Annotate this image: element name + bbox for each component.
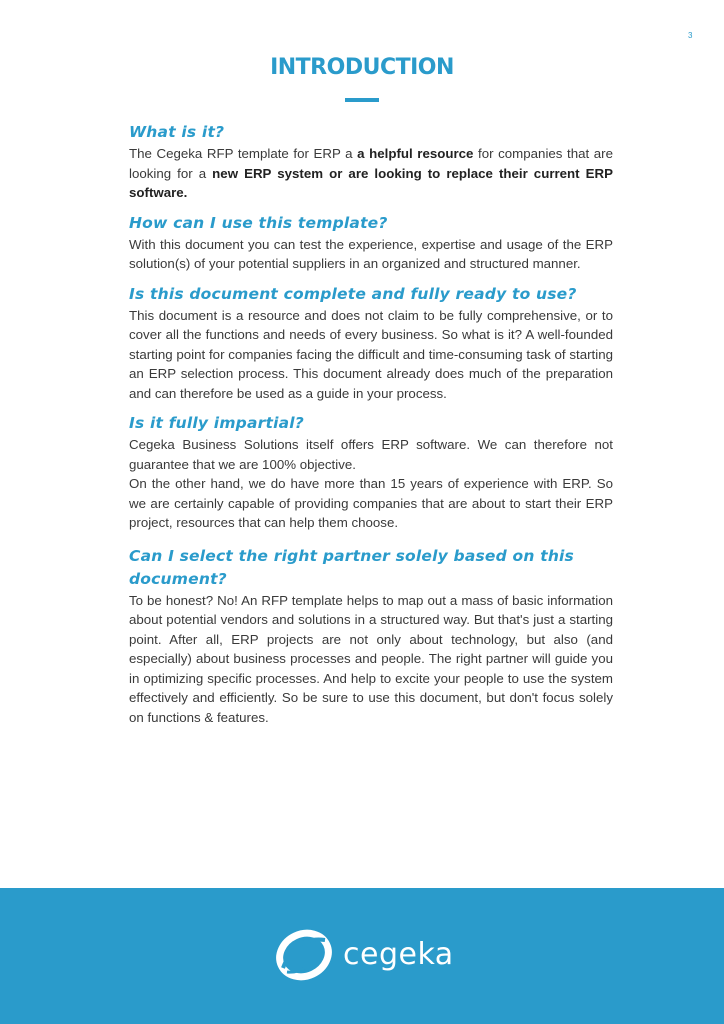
section-select-partner: [129, 545, 613, 728]
section-heading: Is it fully impartial?: [129, 414, 304, 432]
section-heading: How can I use this template?: [129, 213, 388, 232]
cegeka-swirl-icon: [275, 928, 333, 982]
document-body: [129, 121, 613, 727]
bold-phrase: a helpful resource: [357, 146, 474, 161]
bold-phrase: new ERP system or are looking to replace their current ERP software.: [129, 165, 613, 200]
page-title: INTRODUCTION: [270, 55, 454, 80]
section-paragraph: To be honest? No! An RFP template helps to map out a mass of basic information about potential vendors and solutions in a structured way. But that's just a starting point. After all, ERP projects are not only about technology, but also (and especially) about business processes and people. The right partner will guide you in optimizing specific processes. And help to excite your people to use the system effectively and efficiently. So be sure to use this document, but don't focus solely on functions & features.: [129, 592, 613, 725]
section-paragraph: With this document you can test the experience, expertise and usage of the ERP solution(s) of your potential suppliers in an organized and structured manner.: [129, 236, 613, 271]
page-number: 3: [688, 31, 693, 40]
section-heading: Can I select the right partner solely based on this document?: [129, 546, 574, 588]
section-paragraph: On the other hand, we do have more than 15 years of experience with ERP. So we are certainly capable of providing companies that are about to start their ERP project, resources that can help them choose.: [129, 476, 613, 530]
section-heading: What is it?: [129, 123, 225, 141]
section-paragraph: This document is a resource and does not claim to be fully comprehensive, or to cover all the functions and needs of every business. So what is it? A well-founded starting point for companies facing the difficult and time-consuming task of starting an ERP selection process. This document already does much of the preparation and can therefore be used as a guide in your process.: [129, 307, 613, 401]
section-complete: [129, 283, 613, 404]
section-what-is-it: [129, 121, 613, 203]
cegeka-logo: [275, 928, 454, 982]
section-impartial: [129, 412, 613, 533]
title-underline: [345, 98, 379, 102]
logo-wordmark: cegeka: [343, 937, 454, 972]
section-heading: Is this document complete and fully ready to use?: [129, 284, 577, 303]
section-paragraph: The Cegeka RFP template for ERP a a helpful resource for companies that are looking for a new ERP system or are looking to replace their current ERP software.: [129, 146, 613, 200]
section-paragraph: Cegeka Business Solutions itself offers ERP software. We can therefore not guarantee that we are 100% objective.: [129, 437, 613, 472]
section-how-to-use: [129, 212, 613, 274]
